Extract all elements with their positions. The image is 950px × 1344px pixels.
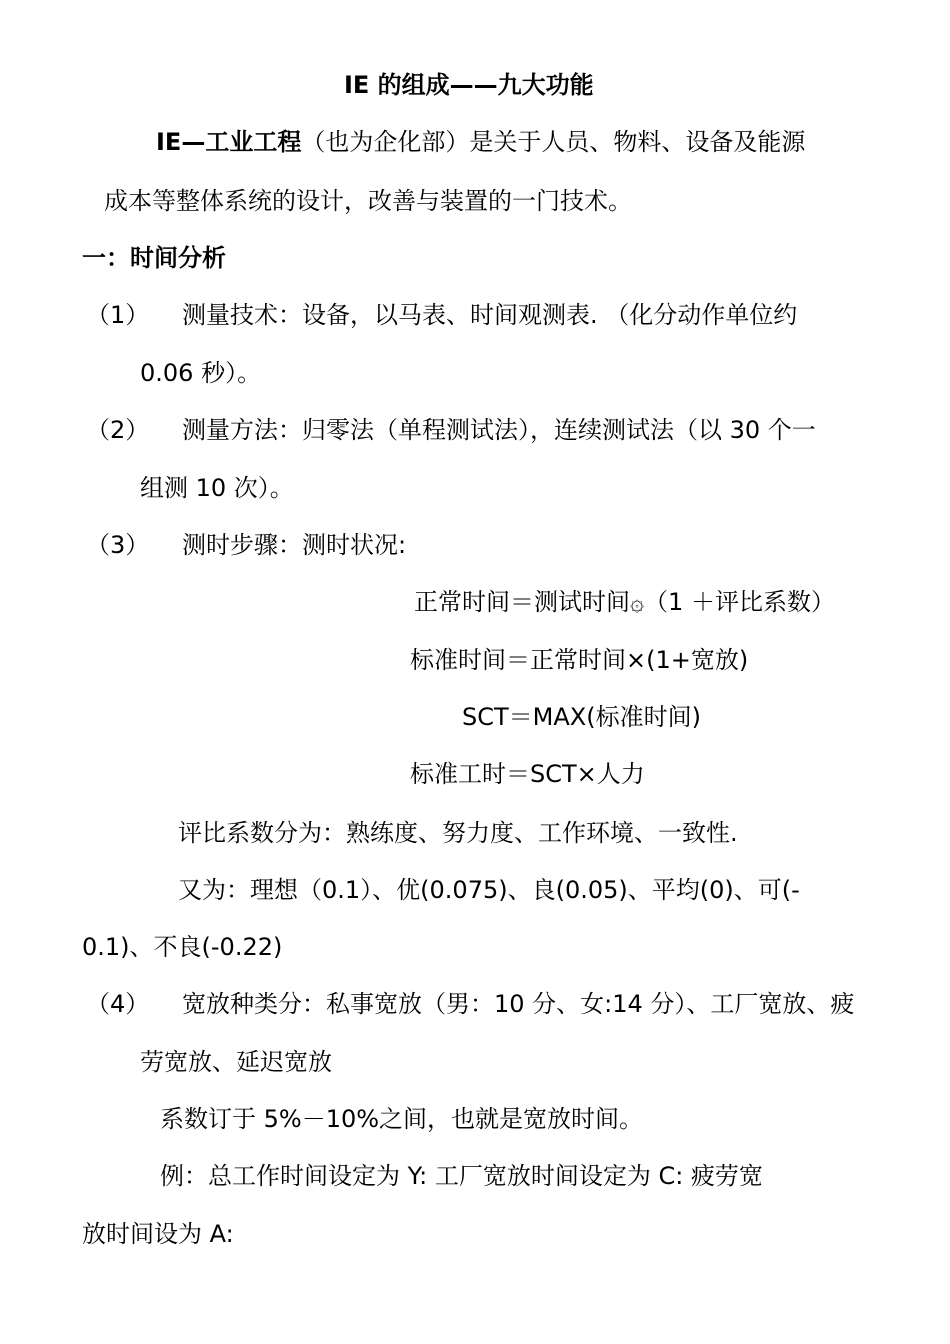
item-3-number: （3）: [86, 531, 150, 559]
item-3-line-1: 测时步骤：测时状况:: [182, 531, 407, 559]
item-4-line-2: 劳宽放、延迟宽放: [140, 1048, 332, 1076]
page-title: IE 的组成——九大功能: [344, 71, 594, 99]
item-1-line-2: 0.06 秒）。: [140, 359, 262, 387]
example-line-2: 放时间设为 A:: [82, 1220, 234, 1248]
formula-normal-time: 正常时间＝测试时间۞（1 ＋评比系数）: [414, 588, 835, 616]
coefficient-range: 系数订于 5%－10%之间，也就是宽放时间。: [160, 1105, 644, 1133]
item-2-line-1: 测量方法：归零法（单程测试法），连续测试法（以 30 个一: [182, 416, 816, 444]
item-2-line-2: 组测 10 次）。: [140, 474, 294, 502]
section-heading: 一：时间分析: [82, 244, 226, 272]
intro-definition: （也为企化部）是关于人员、物料、设备及能源: [301, 128, 806, 156]
example-line-1: 例：总工作时间设定为 Y: 工厂宽放时间设定为 C: 疲劳宽: [160, 1162, 763, 1190]
rating-values-line-1: 又为：理想（0.1）、优(0.075)、良(0.05)、平均(0)、可(-: [178, 876, 800, 904]
rating-factors: 评比系数分为：熟练度、努力度、工作环境、一致性.: [178, 819, 738, 847]
formula-standard-hours: 标准工时＝SCT×人力: [410, 760, 645, 788]
formula-sct: SCT＝MAX(标准时间): [462, 703, 701, 731]
intro-term: IE—工业工程: [156, 128, 302, 156]
item-1-line-1: 测量技术：设备，以马表、时间观测表. （化分动作单位约: [182, 301, 798, 329]
formula-standard-time: 标准时间＝正常时间×(1+宽放): [410, 646, 749, 674]
intro-line-1: [156, 127, 805, 157]
rating-values-line-2: 0.1)、不良(-0.22): [82, 933, 283, 961]
item-2-number: （2）: [86, 416, 150, 444]
item-4-line-1: 宽放种类分：私事宽放（男：10 分、女:14 分）、工厂宽放、疲: [182, 990, 855, 1018]
item-4-number: （4）: [86, 990, 150, 1018]
item-1-number: （1）: [86, 301, 150, 329]
intro-line-2: 成本等整体系统的设计，改善与装置的一门技术。: [104, 187, 632, 215]
